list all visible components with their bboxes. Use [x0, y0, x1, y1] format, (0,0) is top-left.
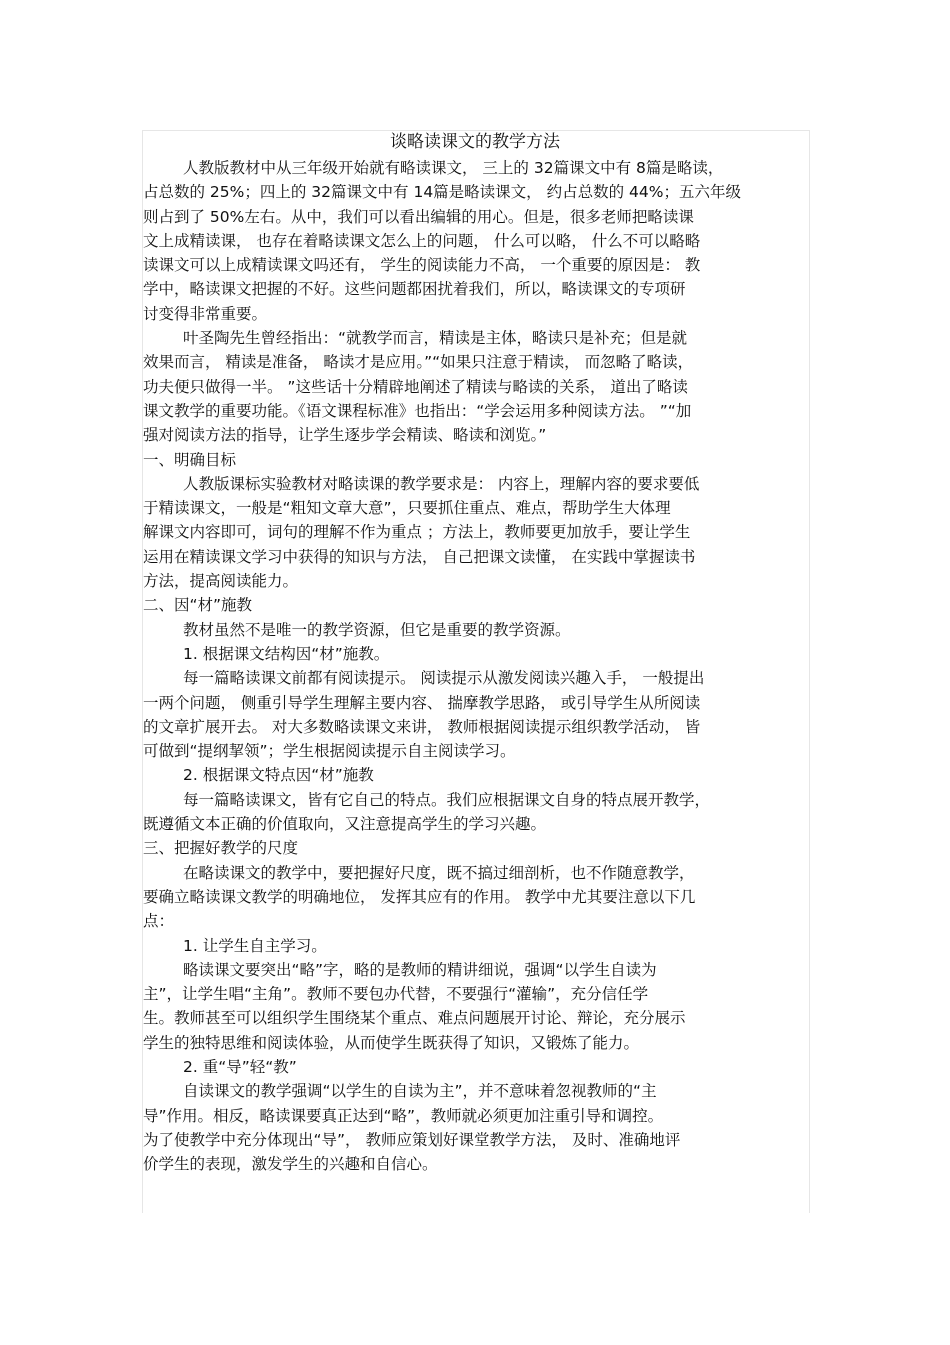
text-line: 在略读课文的教学中，要把握好尺度，既不搞过细剖析，也不作随意教学， [183, 863, 695, 882]
text-line: 占总数的 25%；四上的 32篇课文中有 14篇是略读课文， 约占总数的 44%；五六年级 [143, 183, 741, 202]
text-line: 教材虽然不是唯一的教学资源，但它是重要的教学资源。 [183, 620, 571, 639]
text-line: 生。教师甚至可以组织学生围绕某个重点、难点问题展开讨论、辩论，充分展示 [143, 1009, 686, 1028]
text-line: 每一篇略读课文，皆有它自己的特点。我们应根据课文自身的特点展开教学， [183, 790, 711, 809]
text-line: 运用在精读课文学习中获得的知识与方法， 自己把课文读懂， 在实践中掌握读书 [143, 547, 696, 566]
text-line: 解课文内容即可，词句的理解不作为重点 ；方法上，教师要更加放手，要让学生 [143, 523, 691, 542]
document-title: 谈略读课文的教学方法 [390, 132, 560, 152]
text-line: 叶圣陶先生曾经指出：“就教学而言，精读是主体，略读只是补充；但是就 [183, 329, 688, 348]
text-line: 三、把握好教学的尺度 [143, 839, 299, 858]
text-line: 一、明确目标 [143, 450, 237, 469]
text-line: 2. 根据课文特点因“材”施教 [183, 766, 374, 785]
text-line: 讨变得非常重要。 [143, 304, 268, 323]
text-line: 点： [143, 912, 175, 931]
text-line: 导”作用。相反，略读课要真正达到“略”，教师就必须更加注重引导和调控。 [143, 1106, 664, 1125]
text-line: 自读课文的教学强调“以学生的自读为主”，并不意味着忽视教师的“主 [183, 1082, 657, 1101]
text-line: 价学生的表现，激发学生的兴趣和自信心。 [143, 1155, 438, 1174]
text-line: 方法，提高阅读能力。 [143, 572, 299, 591]
text-line: 强对阅读方法的指导，让学生逐步学会精读、略读和浏览。” [143, 426, 547, 445]
text-line: 人教版课标实验教材对略读课的教学要求是： 内容上，理解内容的要求要低 [183, 474, 700, 493]
text-line: 既遵循文本正确的价值取向，又注意提高学生的学习兴趣。 [143, 815, 547, 834]
text-line: 人教版教材中从三年级开始就有略读课文， 三上的 32篇课文中有 8篇是略读， [183, 159, 724, 177]
document-body [143, 128, 807, 1176]
text-line: 功夫便只做得一半。 ”这些话十分精辟地阐述了精读与略读的关系， 道出了略读 [143, 377, 688, 396]
text-line: 主”，让学生唱“主角”。教师不要包办代替，不要强行“灌输”，充分信任学 [143, 985, 649, 1004]
text-line: 为了使教学中充分体现出“导”， 教师应策划好课堂教学方法， 及时、准确地评 [143, 1130, 681, 1149]
text-line: 则占到了 50%左右。从中，我们可以看出编辑的用心。但是，很多老师把略读课 [143, 207, 694, 226]
text-line: 学中，略读课文把握的不好。这些问题都困扰着我们，所以，略读课文的专项研 [143, 280, 686, 299]
text-line: 每一篇略读课文前都有阅读提示。 阅读提示从激发阅读兴趣入手， 一般提出 [183, 669, 705, 688]
text-line: 可做到“提纲挈领”；学生根据阅读提示自主阅读学习。 [143, 742, 516, 761]
text-line: 于精读课文，一般是“粗知文章大意”，只要抓住重点、难点，帮助学生大体理 [143, 499, 671, 518]
text-line: 的文章扩展开去。 对大多数略读课文来讲， 教师根据阅读提示组织教学活动， 皆 [143, 717, 701, 736]
text-line: 课文教学的重要功能。《语文课程标准》也指出：“学会运用多种阅读方法。 ”“加 [143, 401, 692, 420]
text-line: 文上成精读课， 也存在着略读课文怎么上的问题， 什么可以略， 什么不可以略略 [143, 231, 701, 250]
text-line: 1. 根据课文结构因“材”施教。 [183, 644, 390, 663]
text-line: 要确立略读课文教学的明确地位， 发挥其应有的作用。 教学中尤其要注意以下几 [143, 887, 696, 906]
paragraph-lines [143, 156, 807, 1176]
text-line: 略读课文要突出“略”字，略的是教师的精讲细说，强调“以学生自读为 [183, 960, 657, 979]
text-line: 1. 让学生自主学习。 [183, 936, 327, 955]
text-line: 一两个问题， 侧重引导学生理解主要内容、 揣摩教学思路， 或引导学生从所阅读 [143, 693, 701, 712]
text-line: 读课文可以上成精读课文吗还有， 学生的阅读能力不高， 一个重要的原因是： 教 [143, 256, 701, 275]
text-line: 二、因“材”施教 [143, 596, 253, 615]
text-line: 2. 重“导”轻“教” [183, 1057, 297, 1076]
text-line: 效果而言， 精读是准备， 略读才是应用。”“如果只注意于精读， 而忽略了略读， [143, 353, 694, 372]
text-line: 学生的独特思维和阅读体验，从而使学生既获得了知识，又锻炼了能力。 [143, 1033, 640, 1052]
